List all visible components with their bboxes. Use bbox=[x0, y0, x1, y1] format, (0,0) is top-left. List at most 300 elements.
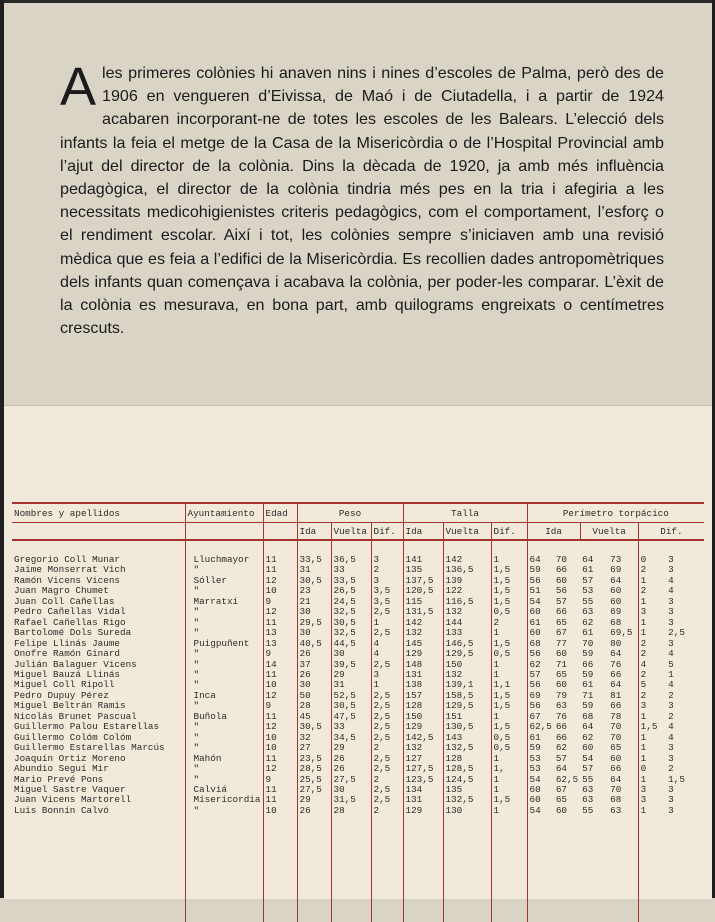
cell-ayuntamiento: " bbox=[185, 680, 263, 690]
cell-nombre: Gregorio Coll Munar bbox=[14, 555, 121, 565]
table-row bbox=[12, 607, 704, 617]
cell-nombre: Miguel Coll Ripoll bbox=[14, 680, 115, 691]
cell-nombre: Nicolás Brunet Pascual bbox=[14, 711, 137, 722]
cell-torax-ida-2: 64 bbox=[555, 764, 567, 775]
cell-talla-ida: 131 bbox=[403, 670, 443, 680]
cell-talla-vuelta: 136,5 bbox=[443, 565, 491, 575]
cell-torax-dif-1: 1 bbox=[638, 733, 666, 743]
cell-peso-dif: 2 bbox=[371, 743, 403, 753]
cell-talla-dif: 0,5 bbox=[491, 733, 527, 743]
cell-ayuntamiento: " bbox=[185, 701, 263, 711]
cell-torax-ida-1: 53 bbox=[527, 764, 554, 774]
cell-talla-ida: 141 bbox=[403, 555, 443, 565]
cell-torax-vuelta-1: 66 bbox=[582, 659, 594, 670]
table-row bbox=[12, 764, 704, 774]
cell-torax-vuelta-2: 60 bbox=[610, 596, 622, 607]
cell-torax-dif-1: 1,5 bbox=[638, 722, 666, 732]
cell-peso-dif: 2,5 bbox=[371, 712, 403, 722]
cell-torax-vuelta-1: 70 bbox=[582, 638, 594, 649]
intro-paragraph bbox=[60, 57, 664, 340]
cell-peso-vuelta: 30,5 bbox=[331, 618, 371, 628]
cell-talla-dif: 1, bbox=[491, 764, 527, 774]
cell-edad: 9 bbox=[263, 597, 297, 607]
cell-talla-vuelta: 129,5 bbox=[443, 649, 491, 659]
cell-edad: 11 bbox=[263, 618, 297, 628]
cell-talla-vuelta: 132,5 bbox=[443, 743, 491, 753]
cell-peso-ida: 26 bbox=[297, 806, 331, 816]
cell-peso-ida: 23,5 bbox=[297, 754, 331, 764]
cell-talla-ida: 115 bbox=[403, 597, 443, 607]
cell-ayuntamiento: " bbox=[185, 649, 263, 659]
cell-talla-vuelta: 128 bbox=[443, 754, 491, 764]
cell-peso-dif: 2 bbox=[371, 806, 403, 816]
cell-nombre: Mario Prevé Pons bbox=[14, 774, 104, 785]
cell-ayuntamiento: Calviá bbox=[185, 785, 263, 795]
cell-edad: 10 bbox=[263, 586, 297, 596]
cell-talla-vuelta: 146,5 bbox=[443, 639, 491, 649]
table-row bbox=[12, 565, 704, 575]
cell-torax-dif-1: 1 bbox=[638, 775, 666, 785]
table-row bbox=[12, 785, 704, 795]
cell-edad: 11 bbox=[263, 795, 297, 805]
cell-torax-ida-2: 76 bbox=[555, 711, 567, 722]
cell-nombre: Guillermo Colóm Colóm bbox=[14, 732, 132, 743]
cell-talla-ida: 120,5 bbox=[403, 586, 443, 596]
cell-torax-vuelta-2: 70 bbox=[610, 722, 622, 733]
col-talla: Talla bbox=[403, 503, 527, 523]
cell-talla-vuelta: 116,5 bbox=[443, 597, 491, 607]
cell-torax-dif-1: 2 bbox=[638, 565, 666, 575]
cell-ayuntamiento: " bbox=[185, 607, 263, 617]
cell-torax-dif-2: 3 bbox=[668, 555, 674, 565]
cell-edad: 12 bbox=[263, 764, 297, 774]
cell-talla-vuelta: 135 bbox=[443, 785, 491, 795]
cell-torax-ida-1: 62,5 bbox=[527, 722, 554, 732]
cell-peso-dif: 2,5 bbox=[371, 722, 403, 732]
cell-ayuntamiento: Inca bbox=[185, 691, 263, 701]
sub-perimetro-dif: Dif. bbox=[638, 523, 704, 541]
cell-torax-vuelta-2: 68 bbox=[610, 617, 622, 628]
cell-torax-vuelta-2: 60 bbox=[610, 753, 622, 764]
cell-edad: 10 bbox=[263, 806, 297, 816]
cell-peso-vuelta: 33,5 bbox=[331, 576, 371, 586]
cell-torax-dif-2: 2 bbox=[668, 690, 674, 701]
cell-torax-vuelta-1: 54 bbox=[582, 753, 594, 764]
cell-torax-dif-2: 5 bbox=[668, 659, 674, 670]
cell-torax-vuelta-1: 59 bbox=[582, 649, 594, 660]
cell-talla-vuelta: 133 bbox=[443, 628, 491, 638]
cell-torax-vuelta-1: 55 bbox=[582, 805, 594, 816]
cell-talla-ida: 142 bbox=[403, 618, 443, 628]
cell-talla-dif: 1,5 bbox=[491, 597, 527, 607]
cell-talla-ida: 123,5 bbox=[403, 775, 443, 785]
table-row bbox=[12, 649, 704, 659]
cell-torax-ida-1: 61 bbox=[527, 733, 554, 743]
cell-torax-vuelta-2: 81 bbox=[610, 690, 622, 701]
cell-torax-vuelta-1: 62 bbox=[582, 732, 594, 743]
cell-ayuntamiento: Puigpuñent bbox=[185, 639, 263, 649]
cell-talla-vuelta: 132,5 bbox=[443, 795, 491, 805]
cell-torax-dif-1: 0 bbox=[638, 764, 666, 774]
cell-peso-vuelta: 32,5 bbox=[331, 607, 371, 617]
cell-peso-vuelta: 29 bbox=[331, 670, 371, 680]
cell-torax-vuelta-1: 59 bbox=[582, 669, 594, 680]
cell-torax-dif-1: 1 bbox=[638, 597, 666, 607]
cell-peso-ida: 40,5 bbox=[297, 639, 331, 649]
cell-edad: 12 bbox=[263, 576, 297, 586]
cell-torax-vuelta-2: 64 bbox=[610, 680, 622, 691]
cell-nombre: Guillermo Estarellas Marcús bbox=[14, 743, 165, 754]
cell-ayuntamiento: " bbox=[185, 775, 263, 785]
cell-nombre: Ramón Vicens Vicens bbox=[14, 575, 121, 586]
cell-peso-vuelta: 39,5 bbox=[331, 660, 371, 670]
cell-talla-vuelta: 151 bbox=[443, 712, 491, 722]
cell-talla-ida: 131 bbox=[403, 795, 443, 805]
cell-talla-ida: 127 bbox=[403, 754, 443, 764]
cell-edad: 11 bbox=[263, 712, 297, 722]
cell-peso-ida: 37 bbox=[297, 660, 331, 670]
cell-torax-ida-2: 65 bbox=[555, 617, 567, 628]
cell-torax-vuelta-2: 66 bbox=[610, 764, 622, 775]
cell-talla-vuelta: 130 bbox=[443, 806, 491, 816]
cell-ayuntamiento: Misericordia bbox=[185, 795, 263, 805]
cell-nombre: Juan Magro Chumet bbox=[14, 586, 109, 597]
cell-peso-dif: 2,5 bbox=[371, 628, 403, 638]
cell-torax-dif-1: 0 bbox=[638, 555, 666, 565]
cell-nombre: Luis Bonnín Calvó bbox=[14, 805, 109, 816]
cell-nombre: Onofre Ramón Ginard bbox=[14, 649, 121, 660]
cell-torax-dif-1: 2 bbox=[638, 639, 666, 649]
table-row bbox=[12, 712, 704, 722]
cell-talla-ida: 129 bbox=[403, 722, 443, 732]
cell-torax-ida-2: 57 bbox=[555, 596, 567, 607]
cell-nombre: Juan Vicens Martorell bbox=[14, 795, 132, 806]
cell-torax-dif-2: 4 bbox=[668, 732, 674, 743]
cell-torax-ida-1: 62 bbox=[527, 660, 554, 670]
cell-torax-vuelta-2: 69 bbox=[610, 607, 622, 618]
cell-peso-ida: 27,5 bbox=[297, 785, 331, 795]
cell-talla-ida: 127,5 bbox=[403, 764, 443, 774]
cell-peso-ida: 29 bbox=[297, 795, 331, 805]
table-row bbox=[12, 754, 704, 764]
cell-torax-ida-2: 60 bbox=[555, 649, 567, 660]
cell-talla-dif: 1,5 bbox=[491, 722, 527, 732]
table-row bbox=[12, 670, 704, 680]
cell-talla-ida: 145 bbox=[403, 639, 443, 649]
cell-torax-dif-2: 3 bbox=[668, 565, 674, 576]
cell-torax-ida-1: 54 bbox=[527, 597, 554, 607]
cell-torax-ida-1: 59 bbox=[527, 565, 554, 575]
cell-peso-dif: 2,5 bbox=[371, 691, 403, 701]
cell-torax-dif-1: 3 bbox=[638, 795, 666, 805]
cell-torax-ida-1: 56 bbox=[527, 680, 554, 690]
cell-talla-ida: 132 bbox=[403, 743, 443, 753]
cell-peso-dif: 3 bbox=[371, 576, 403, 586]
cell-peso-vuelta: 29 bbox=[331, 743, 371, 753]
table-row bbox=[12, 576, 704, 586]
cell-peso-vuelta: 31,5 bbox=[331, 795, 371, 805]
col-peso: Peso bbox=[297, 503, 403, 523]
cell-torax-ida-2: 66 bbox=[555, 722, 567, 733]
cell-peso-dif: 2,5 bbox=[371, 701, 403, 711]
cell-ayuntamiento: " bbox=[185, 628, 263, 638]
cell-torax-ida-2: 57 bbox=[555, 753, 567, 764]
cell-peso-ida: 28 bbox=[297, 701, 331, 711]
cell-torax-vuelta-1: 62 bbox=[582, 617, 594, 628]
cell-peso-vuelta: 32,5 bbox=[331, 628, 371, 638]
table-row bbox=[12, 722, 704, 732]
cell-ayuntamiento: Lluchmayor bbox=[185, 555, 263, 565]
cell-peso-ida: 32 bbox=[297, 733, 331, 743]
cell-talla-vuelta: 122 bbox=[443, 586, 491, 596]
cell-torax-vuelta-2: 64 bbox=[610, 575, 622, 586]
table-row bbox=[12, 660, 704, 670]
cell-torax-dif-2: 2 bbox=[668, 711, 674, 722]
cell-talla-ida: 128 bbox=[403, 701, 443, 711]
cell-edad: 9 bbox=[263, 701, 297, 711]
table-row bbox=[12, 618, 704, 628]
table-row bbox=[12, 555, 704, 565]
table-row bbox=[12, 639, 704, 649]
cell-peso-dif: 4 bbox=[371, 649, 403, 659]
cell-talla-dif: 1,5 bbox=[491, 586, 527, 596]
cell-torax-dif-1: 2 bbox=[638, 649, 666, 659]
cell-peso-vuelta: 26 bbox=[331, 764, 371, 774]
cell-torax-ida-1: 56 bbox=[527, 649, 554, 659]
cell-talla-ida: 150 bbox=[403, 712, 443, 722]
cell-edad: 13 bbox=[263, 639, 297, 649]
cell-nombre: Joaquín Ortiz Moreno bbox=[14, 753, 126, 764]
cell-talla-vuelta: 132 bbox=[443, 607, 491, 617]
table-row bbox=[12, 743, 704, 753]
cell-peso-dif: 4 bbox=[371, 639, 403, 649]
cell-peso-ida: 21 bbox=[297, 597, 331, 607]
cell-torax-ida-1: 57 bbox=[527, 670, 554, 680]
cell-torax-ida-1: 56 bbox=[527, 701, 554, 711]
cell-torax-ida-2: 60 bbox=[555, 805, 567, 816]
cell-peso-ida: 30 bbox=[297, 628, 331, 638]
cell-peso-vuelta: 24,5 bbox=[331, 597, 371, 607]
cell-peso-dif: 2,5 bbox=[371, 764, 403, 774]
cell-nombre: Miguel Bauzá Llinás bbox=[14, 669, 121, 680]
cell-torax-vuelta-2: 64 bbox=[610, 649, 622, 660]
cell-torax-vuelta-2: 78 bbox=[610, 711, 622, 722]
top-border bbox=[0, 0, 715, 3]
cell-edad: 12 bbox=[263, 691, 297, 701]
cell-talla-dif: 2 bbox=[491, 618, 527, 628]
cell-nombre: Pedro Cañellas Vidal bbox=[14, 607, 126, 618]
cell-peso-vuelta: 30 bbox=[331, 785, 371, 795]
cell-peso-dif: 2,5 bbox=[371, 733, 403, 743]
cell-peso-vuelta: 33 bbox=[331, 565, 371, 575]
cell-torax-ida-1: 60 bbox=[527, 795, 554, 805]
cell-talla-dif: 1 bbox=[491, 628, 527, 638]
cell-torax-ida-1: 60 bbox=[527, 628, 554, 638]
cell-torax-dif-2: 4 bbox=[668, 586, 674, 597]
cell-talla-ida: 148 bbox=[403, 660, 443, 670]
cell-peso-ida: 27 bbox=[297, 743, 331, 753]
cell-torax-dif-2: 3 bbox=[668, 617, 674, 628]
cell-nombre: Felipe Llinás Jaume bbox=[14, 638, 121, 649]
cell-torax-vuelta-2: 70 bbox=[610, 732, 622, 743]
cell-talla-dif: 1 bbox=[491, 785, 527, 795]
cell-ayuntamiento: " bbox=[185, 565, 263, 575]
cell-ayuntamiento: " bbox=[185, 660, 263, 670]
cell-peso-vuelta: 30,5 bbox=[331, 701, 371, 711]
cell-torax-vuelta-1: 53 bbox=[582, 586, 594, 597]
cell-talla-ida: 157 bbox=[403, 691, 443, 701]
cell-ayuntamiento: " bbox=[185, 764, 263, 774]
cell-torax-dif-1: 1 bbox=[638, 618, 666, 628]
header-row bbox=[12, 503, 704, 523]
cell-talla-dif: 1,5 bbox=[491, 576, 527, 586]
cell-edad: 12 bbox=[263, 722, 297, 732]
sub-talla-ida: Ida bbox=[403, 523, 443, 541]
cell-torax-vuelta-1: 61 bbox=[582, 565, 594, 576]
cell-peso-vuelta: 34,5 bbox=[331, 733, 371, 743]
cell-torax-vuelta-2: 73 bbox=[610, 555, 622, 565]
cell-peso-ida: 25,5 bbox=[297, 775, 331, 785]
cell-edad: 13 bbox=[263, 628, 297, 638]
cell-torax-dif-2: 3 bbox=[668, 607, 674, 618]
cell-torax-dif-2: 4 bbox=[668, 575, 674, 586]
cell-torax-dif-2: 1,5 bbox=[668, 774, 685, 785]
sub-perimetro-vuelta: Vuelta bbox=[580, 523, 638, 541]
cell-nombre: Juan Coll Cañellas bbox=[14, 596, 115, 607]
cell-nombre: Guillermo Palou Estarellas bbox=[14, 722, 160, 733]
cell-peso-ida: 45 bbox=[297, 712, 331, 722]
cell-nombre: Bartolomé Dols Sureda bbox=[14, 628, 132, 639]
cell-torax-dif-2: 2,5 bbox=[668, 628, 685, 639]
cell-peso-vuelta: 27,5 bbox=[331, 775, 371, 785]
cell-torax-vuelta-1: 63 bbox=[582, 784, 594, 795]
cell-torax-vuelta-1: 60 bbox=[582, 743, 594, 754]
cell-talla-dif: 1 bbox=[491, 754, 527, 764]
cell-torax-ida-2: 66 bbox=[555, 565, 567, 576]
cell-torax-vuelta-1: 57 bbox=[582, 575, 594, 586]
cell-edad: 9 bbox=[263, 649, 297, 659]
table-row bbox=[12, 597, 704, 607]
cell-talla-dif: 1 bbox=[491, 660, 527, 670]
cell-torax-vuelta-1: 64 bbox=[582, 722, 594, 733]
cell-torax-dif-1: 3 bbox=[638, 607, 666, 617]
cell-torax-ida-2: 66 bbox=[555, 607, 567, 618]
cell-torax-dif-1: 1 bbox=[638, 754, 666, 764]
cell-torax-ida-2: 62 bbox=[555, 743, 567, 754]
table-row bbox=[12, 775, 704, 785]
cell-edad: 12 bbox=[263, 607, 297, 617]
cell-ayuntamiento: " bbox=[185, 743, 263, 753]
cell-peso-ida: 26 bbox=[297, 649, 331, 659]
cell-talla-ida: 132 bbox=[403, 628, 443, 638]
cell-ayuntamiento: " bbox=[185, 586, 263, 596]
cell-talla-ida: 129 bbox=[403, 806, 443, 816]
cell-talla-ida: 142,5 bbox=[403, 733, 443, 743]
cell-torax-dif-1: 1 bbox=[638, 806, 666, 816]
cell-talla-ida: 135 bbox=[403, 565, 443, 575]
cell-torax-vuelta-2: 76 bbox=[610, 659, 622, 670]
cell-torax-ida-2: 56 bbox=[555, 586, 567, 597]
cell-torax-dif-1: 1 bbox=[638, 628, 666, 638]
cell-peso-dif: 1 bbox=[371, 680, 403, 690]
cell-torax-dif-1: 1 bbox=[638, 743, 666, 753]
cell-peso-vuelta: 44,5 bbox=[331, 639, 371, 649]
cell-peso-vuelta: 52,5 bbox=[331, 691, 371, 701]
cell-peso-dif: 2,5 bbox=[371, 785, 403, 795]
cell-torax-vuelta-2: 80 bbox=[610, 638, 622, 649]
cell-torax-ida-1: 53 bbox=[527, 754, 554, 764]
cell-torax-vuelta-1: 55 bbox=[582, 774, 594, 785]
col-nombres: Nombres y apellidos bbox=[12, 503, 185, 523]
cell-torax-dif-1: 1 bbox=[638, 576, 666, 586]
cell-torax-ida-1: 67 bbox=[527, 712, 554, 722]
cell-torax-ida-1: 54 bbox=[527, 806, 554, 816]
cell-peso-vuelta: 28 bbox=[331, 806, 371, 816]
cell-torax-dif-2: 2 bbox=[668, 764, 674, 775]
cell-nombre: Rafael Cañellas Rigo bbox=[14, 617, 126, 628]
cell-peso-ida: 50 bbox=[297, 691, 331, 701]
cell-torax-dif-2: 3 bbox=[668, 743, 674, 754]
cell-torax-ida-1: 51 bbox=[527, 586, 554, 596]
cell-torax-ida-1: 56 bbox=[527, 576, 554, 586]
cell-edad: 11 bbox=[263, 565, 297, 575]
cell-torax-dif-2: 3 bbox=[668, 753, 674, 764]
cell-peso-dif: 2 bbox=[371, 775, 403, 785]
cell-torax-dif-2: 1 bbox=[668, 669, 674, 680]
cell-peso-ida: 30 bbox=[297, 607, 331, 617]
cell-torax-vuelta-2: 69 bbox=[610, 565, 622, 576]
cell-nombre: Abundio Seguí Mir bbox=[14, 764, 109, 775]
cell-talla-vuelta: 143 bbox=[443, 733, 491, 743]
cell-torax-dif-2: 4 bbox=[668, 680, 674, 691]
cell-peso-dif: 3,5 bbox=[371, 586, 403, 596]
cell-torax-dif-1: 3 bbox=[638, 701, 666, 711]
cell-talla-dif: 0,5 bbox=[491, 607, 527, 617]
cell-torax-dif-1: 1 bbox=[638, 712, 666, 722]
cell-torax-ida-2: 71 bbox=[555, 659, 567, 670]
cell-torax-ida-1: 60 bbox=[527, 607, 554, 617]
cell-torax-vuelta-1: 63 bbox=[582, 795, 594, 806]
cell-talla-vuelta: 130,5 bbox=[443, 722, 491, 732]
cell-torax-vuelta-1: 59 bbox=[582, 701, 594, 712]
cell-edad: 11 bbox=[263, 555, 297, 565]
cell-torax-ida-2: 63 bbox=[555, 701, 567, 712]
table-row bbox=[12, 628, 704, 638]
cell-torax-dif-1: 3 bbox=[638, 785, 666, 795]
cell-torax-ida-2: 60 bbox=[555, 575, 567, 586]
cell-talla-dif: 1 bbox=[491, 670, 527, 680]
cell-peso-vuelta: 26,5 bbox=[331, 586, 371, 596]
cell-torax-vuelta-2: 63 bbox=[610, 805, 622, 816]
drop-cap: A bbox=[60, 57, 97, 117]
col-ayuntamiento: Ayuntamiento bbox=[185, 503, 263, 523]
sub-peso-vuelta: Vuelta bbox=[331, 523, 371, 541]
cell-ayuntamiento: Sóller bbox=[185, 576, 263, 586]
cell-torax-dif-2: 3 bbox=[668, 596, 674, 607]
cell-torax-vuelta-1: 71 bbox=[582, 690, 594, 701]
cell-torax-vuelta-1: 57 bbox=[582, 764, 594, 775]
cell-torax-dif-2: 4 bbox=[668, 722, 674, 733]
cell-ayuntamiento: " bbox=[185, 670, 263, 680]
cell-torax-vuelta-2: 68 bbox=[610, 795, 622, 806]
cell-torax-vuelta-1: 63 bbox=[582, 607, 594, 618]
cell-talla-dif: 1 bbox=[491, 712, 527, 722]
table-row bbox=[12, 680, 704, 690]
table-row bbox=[12, 795, 704, 805]
cell-talla-dif: 0,5 bbox=[491, 743, 527, 753]
cell-talla-dif: 1 bbox=[491, 806, 527, 816]
cell-talla-vuelta: 158,5 bbox=[443, 691, 491, 701]
